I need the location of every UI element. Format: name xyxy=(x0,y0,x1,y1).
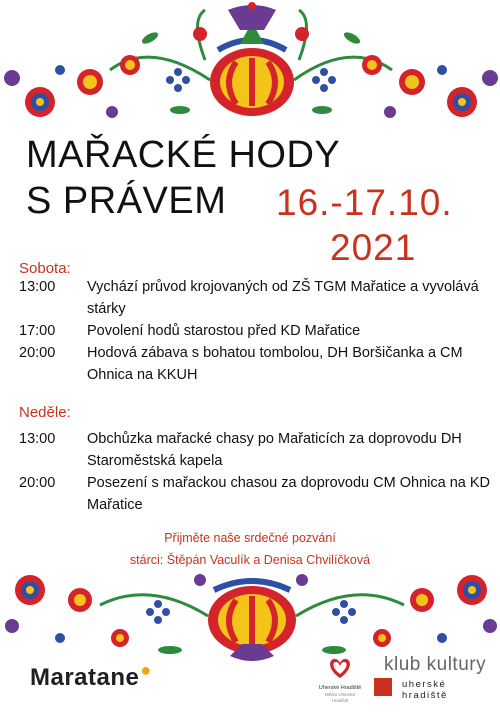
maratane-logo-text: Maratane xyxy=(30,664,140,691)
event-date-range: 16.-17.10. xyxy=(276,182,453,223)
kk-logo-mark-icon xyxy=(374,678,392,696)
schedule-text: Posezení s mařackou chasou za doprovodu CM Ohnica na KD Mařatice xyxy=(87,475,490,513)
schedule-row xyxy=(19,276,489,320)
kk-logo-main: klub kultury xyxy=(384,654,487,675)
saturday-heading: Sobota: xyxy=(19,260,71,277)
folk-ornament-top-icon xyxy=(0,0,500,130)
event-title-line1: MAŘACKÉ HODY xyxy=(26,134,341,176)
schedule-text: Vychází průvod krojovaných od ZŠ TGM Mařatice a vyvolává stárky xyxy=(87,279,479,317)
invitation-line2: stárci: Štěpán Vaculík a Denisa Chvilíčková xyxy=(129,553,371,567)
klub-kultury-logo xyxy=(374,654,496,701)
uh-logo-sub: Město Uherské Hradiště xyxy=(324,692,356,703)
uh-logo xyxy=(316,656,364,704)
schedule-time: 13:00 xyxy=(19,431,56,447)
schedule-text: Povolení hodů starostou před KD Mařatice xyxy=(87,323,361,339)
schedule-time: 13:00 xyxy=(19,279,56,295)
schedule-time: 17:00 xyxy=(19,323,56,339)
schedule-text: Hodová zábava s bohatou tombolou, DH Boršičanka a CM Ohnica na KKUH xyxy=(87,345,463,383)
schedule-time: 20:00 xyxy=(19,475,56,491)
uh-heart-logo-icon xyxy=(326,656,354,680)
sunday-heading: Neděle: xyxy=(19,404,71,421)
event-date-year: 2021 xyxy=(330,227,417,268)
schedule-text: Obchůzka mařacké chasy po Mařaticích za doprovodu DH Staroměstská kapela xyxy=(87,431,462,469)
folk-ornament-bottom-icon xyxy=(0,560,500,665)
invitation-line1: Přijměte naše srdečné pozvání xyxy=(164,531,336,545)
uh-logo-name: Uherské Hradiště xyxy=(318,685,362,691)
maratane-logo: Maratane● xyxy=(30,660,152,691)
event-title-line2: S PRÁVEM xyxy=(26,180,227,222)
schedule-time: 20:00 xyxy=(19,345,56,361)
kk-logo-sub: uherské hradiště xyxy=(402,679,448,701)
